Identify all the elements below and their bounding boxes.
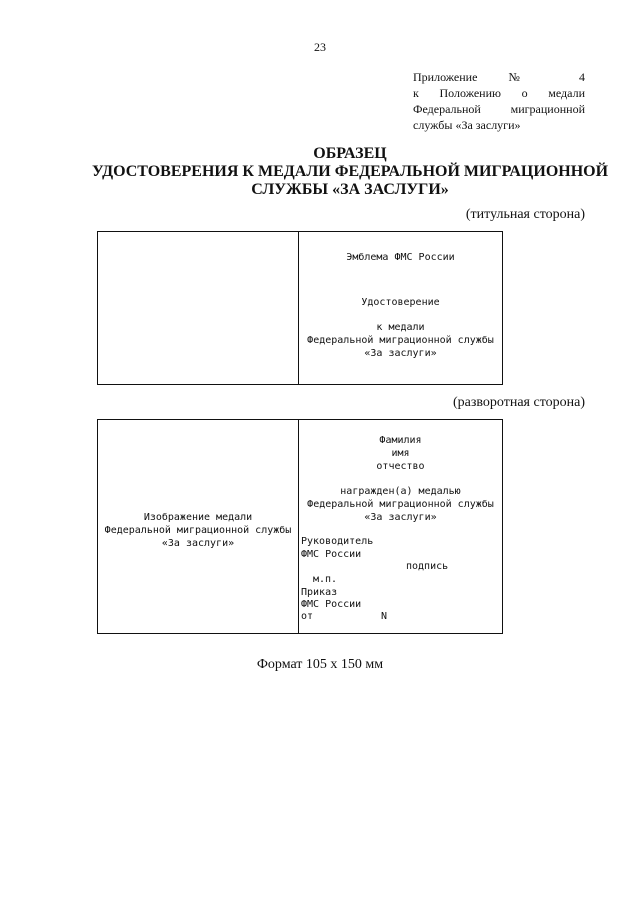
title-side-left-blank xyxy=(98,232,298,384)
name-field: имя xyxy=(391,448,410,459)
spread-side-left xyxy=(98,420,298,633)
patronymic-field: отчество xyxy=(376,461,425,472)
head-organization: ФМС России xyxy=(301,549,362,560)
head-title: Руководитель xyxy=(301,536,374,547)
format-note: Формат 105 х 150 мм xyxy=(256,657,384,672)
order-label: Приказ xyxy=(301,587,338,598)
document-title xyxy=(60,145,640,199)
spread-side-card xyxy=(97,419,503,634)
merit-text: «За заслуги» xyxy=(364,512,437,523)
awarded-text: награжден(а) медалью xyxy=(340,486,461,497)
signature-placeholder: подпись xyxy=(406,561,449,572)
spread-side-label: (разворотная сторона) xyxy=(452,395,585,410)
emblem-text: Эмблема ФМС России xyxy=(346,252,455,263)
appendix-note xyxy=(413,69,585,133)
title-side-right xyxy=(299,232,502,384)
title-line: СЛУЖБЫ «ЗА ЗАСЛУГИ» xyxy=(251,181,449,198)
service-name-text: Федеральной миграционной службы xyxy=(307,499,494,510)
medal-image-caption: Федеральной миграционной службы xyxy=(104,525,292,536)
certificate-heading: Удостоверение xyxy=(361,297,440,308)
service-name-text: Федеральной миграционной службы xyxy=(307,335,494,346)
order-organization: ФМС России xyxy=(301,599,362,610)
appendix-line: Федеральной миграционной xyxy=(413,102,585,116)
title-line: ОБРАЗЕЦ xyxy=(313,145,387,162)
merit-text: «За заслуги» xyxy=(364,348,437,359)
appendix-line: Приложение № 4 xyxy=(413,70,585,84)
order-number-label: N xyxy=(381,611,388,622)
title-side-card xyxy=(97,231,503,385)
seal-placeholder: м.п. xyxy=(313,574,338,585)
order-date-label: от xyxy=(301,611,314,622)
appendix-line: к Положению о медали xyxy=(413,86,585,100)
appendix-line: службы «За заслуги» xyxy=(413,118,521,132)
page-number: 23 xyxy=(314,40,326,54)
surname-field: Фамилия xyxy=(379,435,422,446)
title-line: УДОСТОВЕРЕНИЯ К МЕДАЛИ ФЕДЕРАЛЬНОЙ МИГРАЦИОННОЙ xyxy=(91,163,609,180)
spread-side-right xyxy=(299,420,502,633)
title-side-label: (титульная сторона) xyxy=(465,207,585,222)
medal-image-caption: «За заслуги» xyxy=(161,538,235,549)
to-medal-text: к медали xyxy=(376,322,425,333)
medal-image-caption: Изображение медали xyxy=(143,512,253,523)
